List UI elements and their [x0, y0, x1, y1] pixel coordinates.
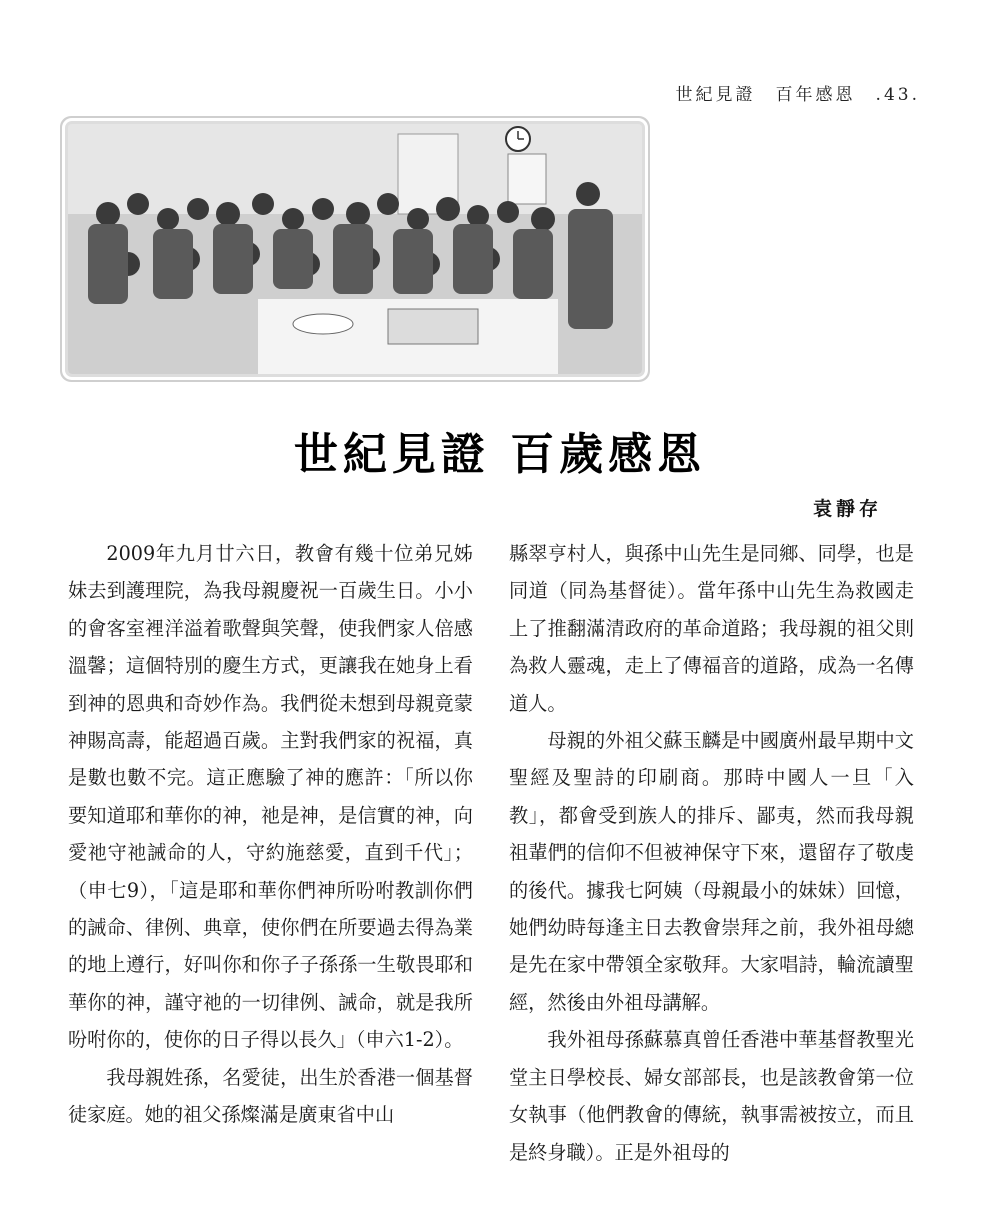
paragraph: 母親的外祖父蘇玉麟是中國廣州最早期中文聖經及聖詩的印刷商。那時中國人一旦「入教」，都會受到族人的排斥、鄙夷，然而我母親祖輩們的信仰不但被神保守下來，還留存了敬虔的後代。據我七阿姨（母親最小的妹妹）回憶，她們幼時每逢主日去教會崇拜之前，我外祖母總是先在家中帶領全家敬拜。大家唱詩，輪流讀聖經，然後由外祖母講解。 — [509, 729, 914, 1014]
paragraph: 我母親姓孫，名愛徒，出生於香港一個基督徒家庭。她的祖父孫燦滿是廣東省中山 — [68, 1065, 473, 1127]
paragraph-continuation: 縣翠亨村人，與孫中山先生是同鄉、同學，也是同道（同為基督徒）。當年孫中山先生為救國走上了推翻滿清政府的革命道路；我母親的祖父則為救人靈魂，走上了傳福音的道路，成為一名傳道人。 — [509, 542, 914, 715]
running-header: 世紀見證 百年感恩 .43. — [675, 85, 920, 105]
right-column — [509, 535, 914, 1171]
left-column — [68, 535, 473, 1134]
author-name: 袁靜存 — [812, 498, 882, 520]
group-photo — [68, 124, 642, 374]
group-photo-image — [68, 124, 642, 374]
article-title: 世紀見證 百歲感恩 — [293, 429, 707, 480]
paragraph: 我外祖母孫蘇慕真曾任香港中華基督教聖光堂主日學校長、婦女部部長，也是該教會第一位女執事（他們教會的傳統，執事需被按立，而且是終身職）。正是外祖母的 — [509, 1028, 914, 1164]
paragraph: 2009年九月廿六日，教會有幾十位弟兄姊妹去到護理院，為我母親慶祝一百歲生日。小小的會客室裡洋溢着歌聲與笑聲，使我們家人倍感溫馨；這個特別的慶生方式，更讓我在她身上看到神的恩典和奇妙作為。我們從未想到母親竟蒙神賜高壽，能超過百歲。主對我們家的祝福，真是數也數不完。這正應驗了神的應許：「所以你要知道耶和華你的神，祂是神，是信實的神，向愛祂守祂誡命的人，守約施慈愛，直到千代」；（申七9），「這是耶和華你們神所吩咐教訓你們的誡命、律例、典章，使你們在所要過去得為業的地上遵行，好叫你和你子子孫孫一生敬畏耶和華你的神，謹守祂的一切律例、誡命，就是我所吩咐你的，使你的日子得以長久」（申六1-2）。 — [68, 542, 473, 1052]
